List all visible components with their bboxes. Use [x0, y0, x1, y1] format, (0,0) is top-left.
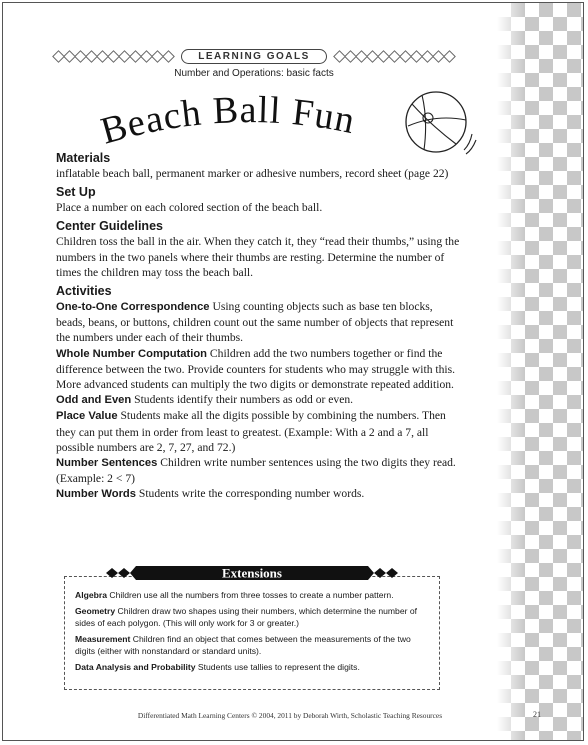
setup-heading: Set Up — [56, 185, 96, 200]
activity-item — [56, 455, 460, 486]
learning-goals-header — [48, 47, 460, 65]
guidelines-text: Children toss the ball in the air. When they catch it, they “read their thumbs,” using the numbers in the two panels where their thumbs are resting. Determine the number of times the children may toss the beach ball. — [56, 235, 460, 279]
guidelines-section — [56, 218, 460, 280]
extension-title: Measurement — [75, 634, 131, 645]
extension-title: Data Analysis and Probability — [75, 662, 196, 673]
extension-title: Algebra — [75, 590, 107, 600]
extensions-panel — [64, 566, 440, 688]
activity-item — [56, 392, 460, 408]
activity-title: Number Words — [56, 488, 136, 501]
extension-title: Geometry — [75, 606, 116, 617]
activity-text: Children write number sentences using the two digits they read. (Example: 2 < 7) — [56, 456, 456, 486]
materials-section — [56, 150, 460, 181]
activity-title: One-to-One Correspondence — [56, 301, 210, 314]
activity-text: Students identify their numbers as odd or even. — [131, 393, 354, 407]
extension-text: Children draw two shapes using their numbers, which determine the number of sides of each polygon. (This will only work for 3 or greater.) — [75, 606, 418, 628]
activity-text: Students write the corresponding number words. — [135, 487, 365, 501]
extension-text: Students use tallies to represent the digits. — [195, 662, 360, 673]
setup-section — [56, 184, 460, 215]
diamond-icon — [443, 50, 456, 63]
activity-text: Using counting objects such as base ten blocks, beads, beans, or buttons, children count out the same number of objects that represent the numbers under each of their thumbs. — [56, 300, 454, 345]
setup-text: Place a number on each colored section of the beach ball. — [56, 201, 323, 215]
activity-text: Children add the two numbers together or find the difference between the two. Provide counters for students who may struggle with this. More advanced students can multiply the two digits or demonstrate repeated addition. — [56, 346, 456, 392]
extension-item — [75, 590, 429, 601]
extension-item — [75, 606, 429, 629]
extension-item — [75, 662, 429, 673]
activity-item — [56, 486, 460, 502]
materials-heading: Materials — [56, 151, 111, 165]
footer-credit: Differentiated Math Learning Centers © 2004, 2011 by Deborah Wirth, Scholastic Teaching Resources — [137, 711, 443, 720]
extension-text: Children find an object that comes between the measurements of the two digits (either with nonstandard or standard units). — [75, 634, 411, 656]
activities-section — [56, 283, 460, 503]
guidelines-heading: Center Guidelines — [56, 219, 163, 234]
activity-title: Place Value — [56, 410, 118, 423]
main-content — [56, 150, 460, 506]
extension-text: Children use all the numbers from three tosses to create a number pattern. — [107, 590, 394, 600]
diamond-row-left — [54, 52, 173, 61]
learning-goals-badge: LEARNING GOALS — [181, 49, 327, 64]
extension-item — [75, 634, 429, 657]
activity-item — [56, 346, 460, 393]
activity-item — [56, 299, 460, 346]
extensions-box — [64, 576, 440, 690]
pattern-fade — [497, 3, 525, 740]
activity-title: Whole Number Computation — [56, 347, 208, 360]
learning-goals-subtitle: Number and Operations: basic facts — [174, 68, 334, 79]
activities-heading: Activities — [56, 284, 112, 299]
extensions-banner — [106, 562, 398, 584]
page-title — [100, 92, 360, 152]
activity-title: Odd and Even — [56, 394, 132, 407]
svg-text:Beach Ball Fun — [100, 92, 359, 152]
title-text: each Ball Fun — [122, 92, 359, 146]
diamond-row-right — [335, 52, 454, 61]
activity-text: Students make all the digits possible by combining the numbers. Then they can put them in order from least to greatest. (Example: With a 2 and a 7, all possible numbers are 2, 7, 27, and 72.) — [56, 409, 446, 454]
materials-text: inflatable beach ball, permanent marker or adhesive numbers, record sheet (page 22) — [56, 167, 449, 180]
extensions-heading: Extensions — [222, 565, 282, 581]
activity-item — [56, 408, 460, 455]
activity-title: Number Sentences — [56, 457, 158, 470]
diamond-icon — [162, 50, 175, 63]
page-number: 21 — [533, 710, 541, 719]
